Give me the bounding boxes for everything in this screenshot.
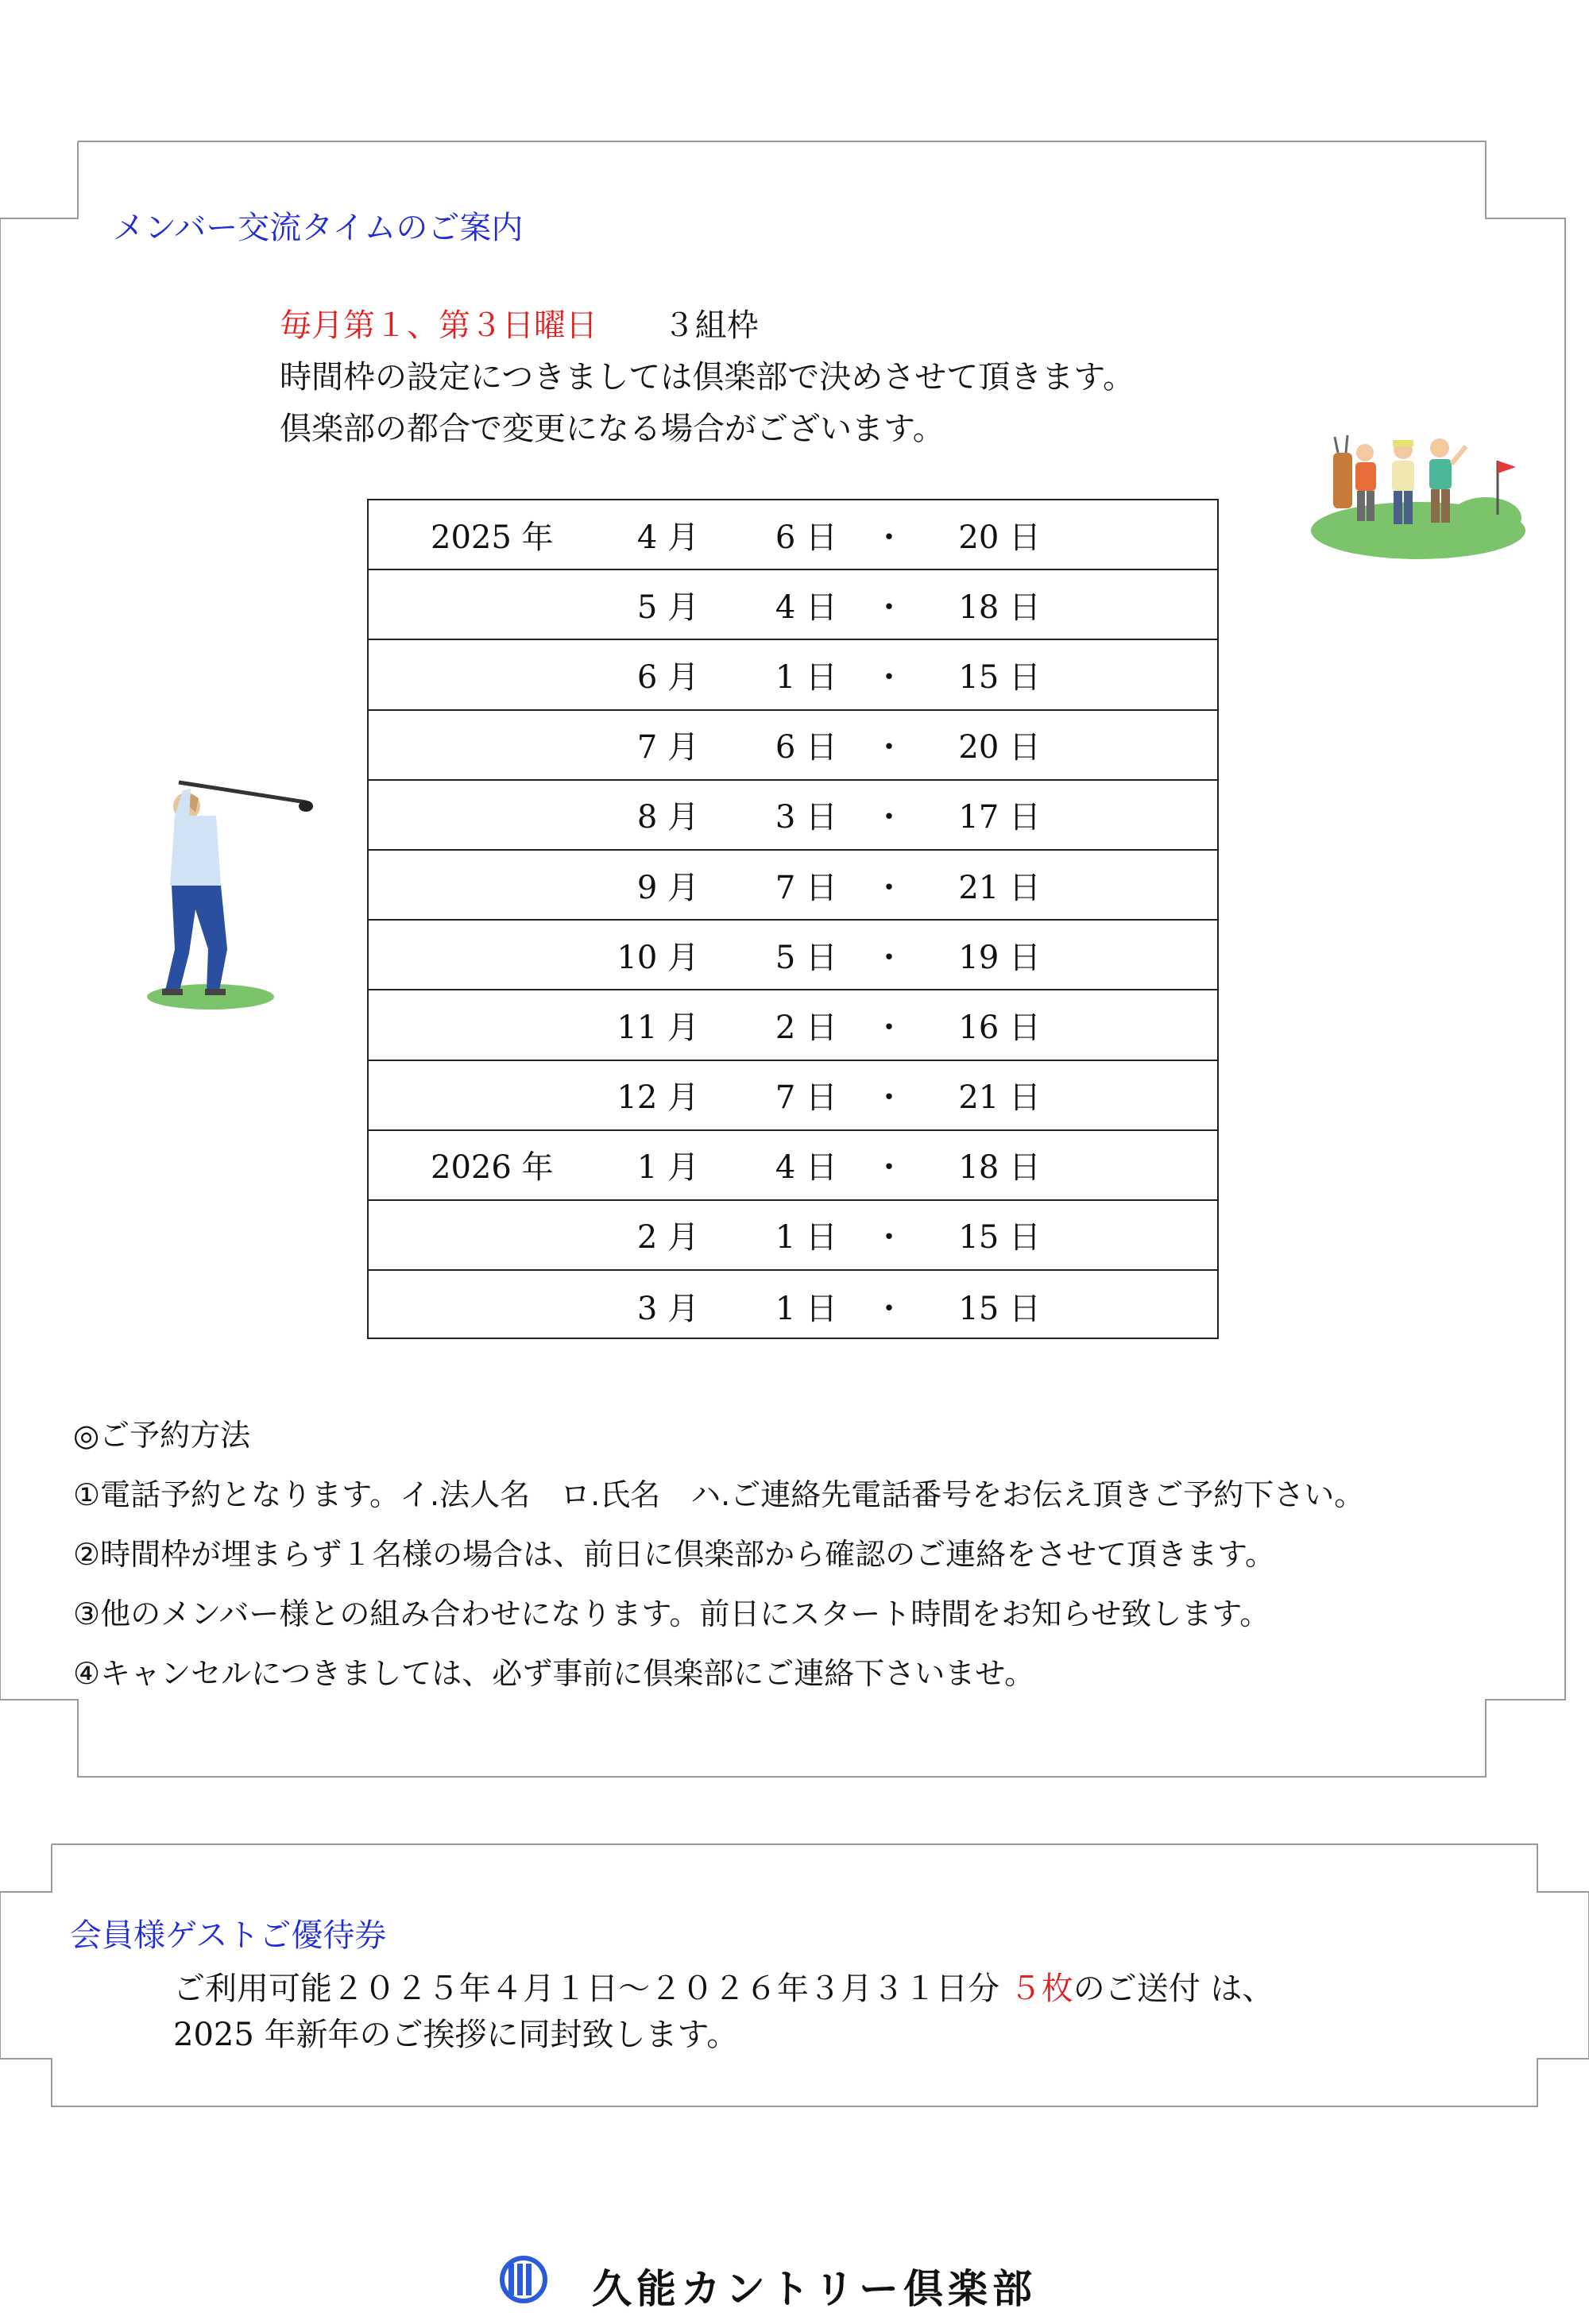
schedule-row: [369, 640, 1217, 710]
schedule-first-day: 3 日: [775, 799, 837, 836]
schedule-row: [369, 990, 1217, 1060]
schedule-row: [369, 1201, 1217, 1271]
booking-item: ④キャンセルにつきましては、必ず事前に倶楽部にご連絡下さいませ。: [73, 1656, 1035, 1691]
schedule-first-day: 2 日: [775, 1009, 837, 1046]
schedule-separator: ・: [873, 658, 905, 696]
schedule-first-day: 5 日: [775, 939, 837, 976]
schedule-first-day: 1 日: [775, 1290, 837, 1327]
schedule-third-day: 21 日: [958, 1079, 1041, 1117]
booking-item: ①電話予約となります。イ.法人名 ロ.氏名 ハ.ご連絡先電話番号をお伝え頂きご予約下さい。: [73, 1477, 1365, 1512]
schedule-month: 12 月: [617, 1079, 699, 1117]
club-name: 久能カントリー倶楽部: [592, 2266, 1037, 2312]
schedule-first-day: 6 日: [775, 729, 837, 766]
schedule-month: 2 月: [636, 1219, 699, 1257]
schedule-third-day: 20 日: [958, 519, 1041, 556]
voucher-count: ５枚: [1009, 1971, 1073, 2007]
golfer-swing-illustration: [143, 766, 318, 1013]
schedule-first-day: 1 日: [775, 1219, 837, 1257]
schedule-month: 9 月: [636, 869, 699, 906]
schedule-separator: ・: [873, 589, 905, 626]
schedule-separator: ・: [873, 1009, 905, 1046]
schedule-separator: ・: [873, 939, 905, 976]
slots-text: ３組枠: [663, 307, 759, 344]
guest-period: ご利用可能２０２５年４月１日～２０２６年３月３１日分: [173, 1971, 999, 2007]
schedule-separator: ・: [873, 869, 905, 906]
booking-section: [73, 1406, 1364, 1704]
schedule-first-day: 7 日: [775, 1079, 837, 1117]
schedule-separator: ・: [873, 519, 905, 556]
schedule-row: [369, 1131, 1217, 1201]
schedule-third-day: 15 日: [958, 1219, 1041, 1257]
schedule-third-day: 18 日: [958, 1149, 1041, 1187]
schedule-third-day: 18 日: [958, 589, 1041, 626]
schedule-separator: ・: [873, 729, 905, 766]
guest-delivery: のご送付 は、: [1073, 1971, 1274, 2007]
schedule-month: 10 月: [617, 939, 699, 976]
schedule-first-day: 6 日: [775, 519, 837, 556]
schedule-month: 8 月: [636, 799, 699, 836]
schedule-year: 2026 年: [431, 1149, 554, 1187]
booking-item: ②時間枠が埋まらず１名様の場合は、前日に倶楽部から確認のご連絡をさせて頂きます。: [73, 1537, 1276, 1572]
schedule-separator: ・: [873, 1079, 905, 1117]
schedule-third-day: 19 日: [958, 939, 1041, 976]
schedule-separator: ・: [873, 1219, 905, 1257]
notice-line-3: 倶楽部の都合で変更になる場合がございます。: [280, 411, 945, 447]
schedule-third-day: 15 日: [958, 1290, 1041, 1327]
guest-line-1: [173, 1963, 1274, 2009]
schedule-table: [367, 499, 1219, 1339]
schedule-third-day: 16 日: [958, 1009, 1041, 1046]
booking-item: ③他のメンバー様との組み合わせになります。前日にスタート時間をお知らせ致します。: [73, 1596, 1270, 1631]
schedule-month: 6 月: [636, 658, 699, 696]
schedule-first-day: 7 日: [775, 869, 837, 906]
schedule-month: 1 月: [636, 1149, 699, 1187]
guest-title: 会員様ゲストご優待券: [70, 1917, 387, 1954]
schedule-row: [369, 711, 1217, 781]
schedule-month: 11 月: [617, 1009, 699, 1046]
schedule-row: [369, 851, 1217, 921]
schedule-first-day: 4 日: [775, 589, 837, 626]
schedule-row: [369, 781, 1217, 851]
schedule-month: 4 月: [636, 519, 699, 556]
schedule-third-day: 21 日: [958, 869, 1041, 906]
schedule-month: 5 月: [636, 589, 699, 626]
schedule-third-day: 20 日: [958, 729, 1041, 766]
club-logo-icon: [491, 2256, 556, 2303]
schedule-third-day: 15 日: [958, 658, 1041, 696]
golfers-group-illustration: [1303, 429, 1525, 564]
schedule-separator: ・: [873, 799, 905, 836]
schedule-third-day: 17 日: [958, 799, 1041, 836]
schedule-separator: ・: [873, 1149, 905, 1187]
guest-line-2: 2025 年新年のご挨拶に同封致します。: [173, 2017, 739, 2053]
booking-heading: ◎ご予約方法: [73, 1418, 251, 1453]
schedule-row: [369, 1271, 1217, 1341]
schedule-month: 7 月: [636, 729, 699, 766]
notice-title: メンバー交流タイムのご案内: [113, 210, 524, 246]
schedule-row: [369, 1061, 1217, 1131]
schedule-year: 2025 年: [431, 519, 554, 556]
notice-line-2: 時間枠の設定につきましては倶楽部で決めさせて頂きます。: [280, 359, 1135, 396]
schedule-separator: ・: [873, 1290, 905, 1327]
schedule-highlight: 毎月第１、第３日曜日: [280, 307, 597, 344]
schedule-summary-line: [280, 307, 759, 344]
schedule-row: [369, 500, 1217, 570]
schedule-first-day: 1 日: [775, 658, 837, 696]
schedule-month: 3 月: [636, 1290, 699, 1327]
schedule-first-day: 4 日: [775, 1149, 837, 1187]
schedule-row: [369, 570, 1217, 640]
schedule-row: [369, 921, 1217, 990]
